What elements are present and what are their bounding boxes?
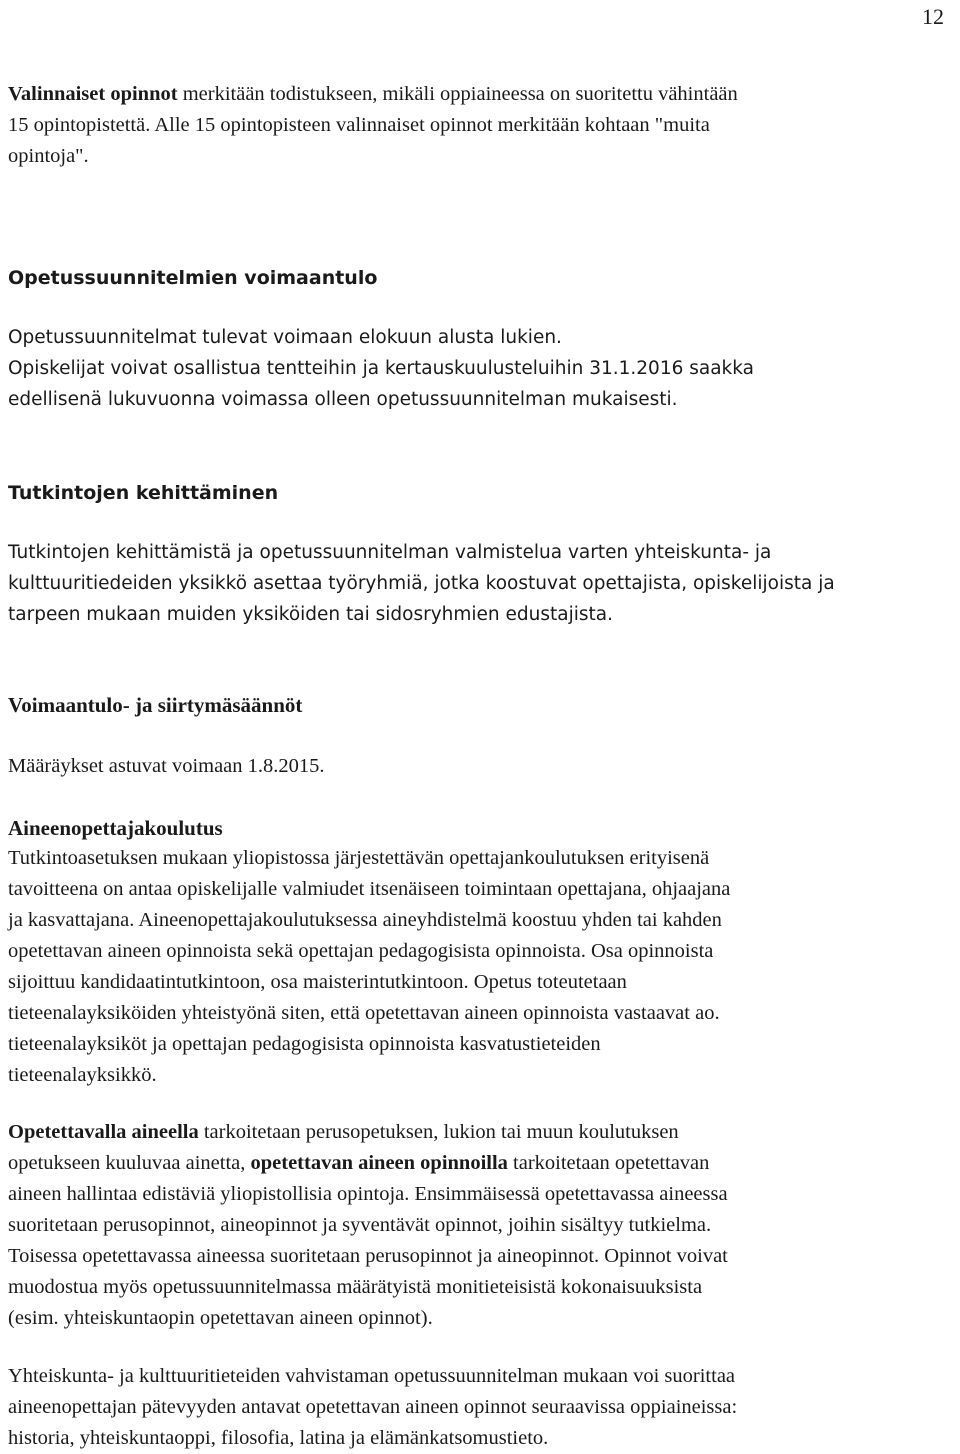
paragraph-line: tarpeen mukaan muiden yksiköiden tai sidosryhmien edustajista.: [8, 604, 614, 625]
page-number: 12: [922, 4, 944, 29]
valinnaiset-paragraph: [8, 79, 952, 172]
paragraph-line: tieteenalayksikkö.: [8, 1064, 157, 1086]
bold-term: opetettavan aineen opinnoilla: [250, 1152, 508, 1174]
paragraph-line: [8, 79, 952, 110]
text-run: opetukseen kuuluvaa ainetta,: [8, 1152, 251, 1174]
paragraph-line: Opiskelijat voivat osallistua tentteihin ja kertauskuulusteluihin 31.1.2016 saakka: [8, 358, 754, 379]
text-run: tarkoitetaan opetettavan: [507, 1152, 710, 1174]
paragraph-line: kulttuuritiedeiden yksikkö asettaa työryhmiä, jotka koostuvat opettajista, opiskelijoista ja: [8, 573, 835, 594]
paragraph-line: edellisenä lukuvuonna voimassa olleen opetussuunnitelman mukaisesti.: [8, 389, 678, 410]
paragraph-line: opetettavan aineen opinnoista sekä opettajan pedagogisista opinnoista. Osa opinnoista: [8, 940, 714, 962]
paragraph-line: Toisessa opetettavassa aineessa suoritetaan perusopinnot ja aineopinnot. Opinnot voivat: [8, 1245, 728, 1267]
paragraph-line: opintoja".: [8, 145, 89, 167]
section-heading-aineenopettaja: Aineenopettajakoulutus: [8, 816, 223, 840]
kelpoisuus-paragraph: [8, 1361, 952, 1454]
paragraph-line: sijoittuu kandidaatintutkintoon, osa maisterintutkintoon. Opetus toteutetaan: [8, 971, 627, 993]
paragraph-line: [8, 1148, 952, 1179]
paragraph-line: muodostua myös opetussuunnitelmassa määrätyistä monitieteisistä kokonaisuuksista: [8, 1276, 703, 1298]
paragraph-line: ja kasvattajana. Aineenopettajakoulutuksessa aineyhdistelmä koostuu yhden tai kahden: [8, 909, 722, 931]
paragraph-line: tieteenalayksiköiden yhteistyönä siten, että opetettavan aineen opinnoista vastaavat ao.: [8, 1002, 720, 1024]
text-run: merkitään todistukseen, mikäli oppiaineessa on suoritettu vähintään: [177, 83, 738, 105]
paragraph-line: Määräykset astuvat voimaan 1.8.2015.: [8, 755, 325, 777]
siirtyma-text: [8, 751, 952, 782]
text-run: tarkoitetaan perusopetuksen, lukion tai muun koulutuksen: [198, 1121, 679, 1143]
section-heading-siirtyma: Voimaantulo- ja siirtymäsäännöt: [8, 693, 303, 717]
paragraph-line: Tutkintoasetuksen mukaan yliopistossa järjestettävän opettajankoulutuksen erityisenä: [8, 847, 710, 869]
section-heading-voimaantulo: Opetussuunnitelmien voimaantulo: [8, 267, 378, 289]
paragraph-line: historia, yhteiskuntaoppi, filosofia, latina ja elämänkatsomustieto.: [8, 1427, 549, 1449]
paragraph-line: aineen hallintaa edistäviä yliopistollisia opintoja. Ensimmäisessä opetettavassa aineessa: [8, 1183, 728, 1205]
paragraph-line: 15 opintopistettä. Alle 15 opintopisteen valinnaiset opinnot merkitään kohtaan "muita: [8, 114, 710, 136]
paragraph-line: Yhteiskunta- ja kulttuuritieteiden vahvistaman opetussuunnitelman mukaan voi suorittaa: [8, 1365, 736, 1387]
paragraph-line: aineenopettajan pätevyyden antavat opetettavan aineen opinnot seuraavissa oppiaineissa:: [8, 1396, 738, 1418]
paragraph-line: [8, 1117, 952, 1148]
kehittaminen-paragraph: [8, 537, 952, 630]
bold-term: Opetettavalla aineella: [8, 1121, 199, 1143]
voimaantulo-paragraph: [8, 322, 952, 415]
paragraph-line: (esim. yhteiskuntaopin opetettavan aineen opinnot).: [8, 1307, 433, 1329]
paragraph-line: tavoitteena on antaa opiskelijalle valmiudet itsenäiseen toimintaan opettajana, ohjaajana: [8, 878, 731, 900]
bold-term: Valinnaiset opinnot: [8, 83, 178, 105]
section-heading-kehittaminen: Tutkintojen kehittäminen: [8, 482, 279, 504]
paragraph-line: tieteenalayksiköt ja opettajan pedagogisista opinnoista kasvatustieteiden: [8, 1033, 601, 1055]
paragraph-line: Tutkintojen kehittämistä ja opetussuunnitelman valmistelua varten yhteiskunta- ja: [8, 542, 772, 563]
aineenopettaja-paragraph: [8, 843, 952, 1091]
paragraph-line: suoritetaan perusopinnot, aineopinnot ja syventävät opinnot, joihin sisältyy tutkielma.: [8, 1214, 712, 1236]
opetettava-paragraph: [8, 1117, 952, 1334]
paragraph-line: Opetussuunnitelmat tulevat voimaan elokuun alusta lukien.: [8, 327, 562, 348]
